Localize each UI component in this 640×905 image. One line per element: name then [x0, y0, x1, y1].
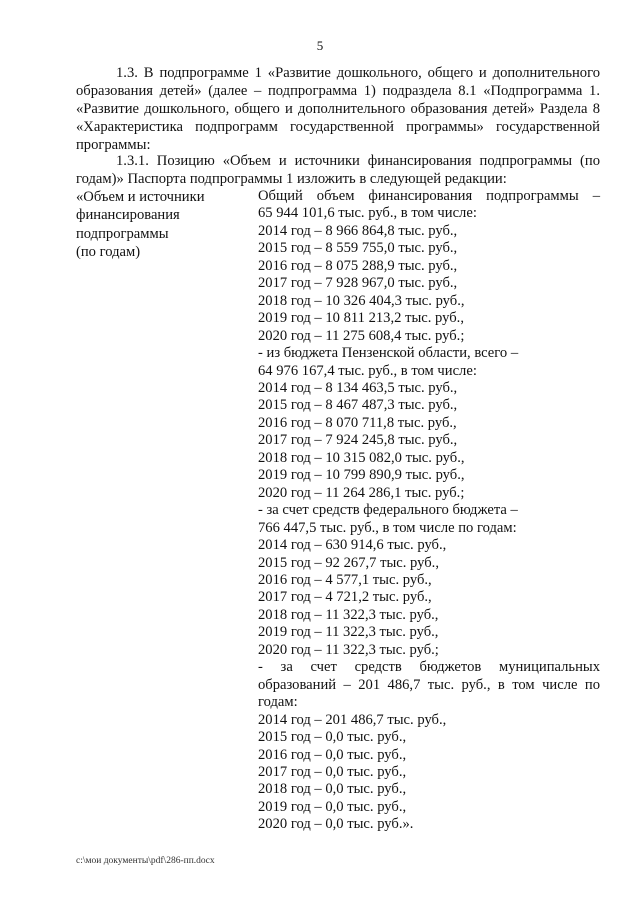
financing-line: 2019 год – 10 811 213,2 тыс. руб., [258, 310, 464, 327]
financing-line: 2018 год – 11 322,3 тыс. руб., [258, 606, 439, 623]
financing-line: 2015 год – 8 467 487,3 тыс. руб., [258, 397, 458, 414]
financing-line: 2016 год – 8 070 711,8 тыс. руб., [258, 414, 457, 431]
financing-line: 2014 год – 630 914,6 тыс. руб., [258, 537, 447, 554]
financing-line: 2014 год – 201 486,7 тыс. руб., [258, 711, 447, 728]
financing-line: 2017 год – 7 924 245,8 тыс. руб., [258, 432, 458, 449]
paragraph-1-3 [76, 64, 600, 154]
paragraph-1-3-1 [76, 152, 600, 188]
paragraph-1-3-1-text: 1.3.1. Позицию «Объем и источники финансирования подпрограммы (по годам)» Паспорта подпрограммы 1 изложить в следующей редакции: [76, 153, 600, 187]
financing-line: 2020 год – 11 275 608,4 тыс. руб.; [258, 327, 465, 344]
financing-line: 2016 год – 8 075 288,9 тыс. руб., [258, 257, 458, 274]
financing-line: 2014 год – 8 966 864,8 тыс. руб., [258, 222, 458, 239]
financing-line: 2019 год – 11 322,3 тыс. руб., [258, 624, 439, 641]
financing-line: 2015 год – 92 267,7 тыс. руб., [258, 554, 439, 571]
financing-line: - за счет средств федерального бюджета – [258, 502, 518, 519]
financing-line: 64 976 167,4 тыс. руб., в том числе: [258, 362, 477, 379]
financing-line: 2020 год – 11 322,3 тыс. руб.; [258, 641, 439, 658]
financing-line: 2018 год – 0,0 тыс. руб., [258, 781, 407, 798]
label-line: финансирования [76, 207, 180, 224]
financing-line: - из бюджета Пензенской области, всего – [258, 345, 519, 362]
financing-line: образований – 201 486,7 тыс. руб., в том числе по [258, 676, 600, 693]
page-number: 5 [316, 38, 324, 53]
financing-line: 2017 год – 0,0 тыс. руб., [258, 763, 407, 780]
financing-line: 2015 год – 0,0 тыс. руб., [258, 729, 407, 746]
financing-line: Общий объем финансирования подпрограммы – [258, 188, 600, 204]
label-line: «Объем и источники [76, 189, 205, 205]
financing-line: 2017 год – 7 928 967,0 тыс. руб., [258, 275, 458, 292]
financing-line: 2017 год – 4 721,2 тыс. руб., [258, 589, 432, 606]
financing-line: 2020 год – 0,0 тыс. руб.». [258, 816, 414, 833]
financing-details [258, 188, 600, 834]
financing-line: 2016 год – 4 577,1 тыс. руб., [258, 571, 432, 588]
financing-line: 2020 год – 11 264 286,1 тыс. руб.; [258, 484, 465, 501]
financing-line: 2014 год – 8 134 463,5 тыс. руб., [258, 379, 458, 396]
financing-line: 2019 год – 10 799 890,9 тыс. руб., [258, 467, 465, 484]
financing-line: 2018 год – 10 326 404,3 тыс. руб., [258, 292, 465, 309]
label-line: подпрограммы [76, 225, 169, 242]
paragraph-1-3-text: 1.3. В подпрограмме 1 «Развитие дошкольного, общего и дополнительного образования детей» (далее – подпрограмма 1) подраздела 8.1 «Подпрограмма 1. «Развитие дошкольного, общего и дополнительного образования детей» Раздела 8 «Характеристика подпрограмм государственной программы» государственной программы: [76, 65, 600, 153]
financing-line: 65 944 101,6 тыс. руб., в том числе: [258, 205, 477, 222]
financing-line: 2019 год – 0,0 тыс. руб., [258, 798, 407, 815]
financing-line: 2018 год – 10 315 082,0 тыс. руб., [258, 449, 465, 466]
financing-line: 2015 год – 8 559 755,0 тыс. руб., [258, 240, 458, 257]
file-path-footer: c:\мои документы\pdf\286-пп.docx [76, 856, 215, 866]
financing-line: 766 447,5 тыс. руб., в том числе по годам: [258, 519, 517, 536]
financing-line: 2016 год – 0,0 тыс. руб., [258, 746, 407, 763]
passport-position-label [76, 188, 246, 262]
financing-line: годам: [258, 694, 298, 711]
label-line: (по годам) [76, 244, 141, 261]
financing-line: - за счет средств бюджетов муниципальных [258, 659, 600, 676]
